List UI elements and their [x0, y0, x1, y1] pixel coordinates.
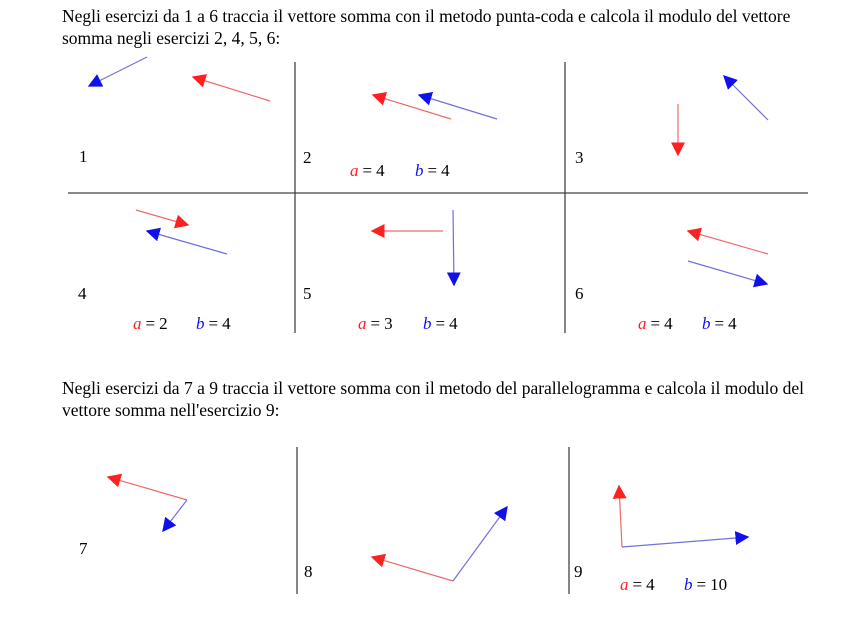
exercise-number: 1 [79, 147, 88, 166]
magnitude-a [620, 575, 655, 594]
label-a: a [358, 314, 367, 333]
equals-sign: = [435, 314, 446, 333]
label-a: a [350, 161, 359, 180]
instructions-part2: Negli esercizi da 7 a 9 traccia il vettore somma con il metodo del parallelogramma e calcola il modulo del vettore somma nell'esercizio 9: [62, 378, 805, 420]
exercise-3 [575, 76, 768, 167]
equals-sign: = [650, 314, 661, 333]
equals-sign: = [696, 575, 707, 594]
label-b: b [196, 314, 205, 333]
label-b: b [423, 314, 432, 333]
exercise-number: 8 [304, 562, 313, 581]
vector-b [688, 261, 767, 284]
exercise-1 [79, 57, 270, 166]
value-b: 4 [728, 314, 737, 333]
equals-sign: = [370, 314, 381, 333]
vector-a [193, 77, 270, 101]
magnitude-a [358, 314, 393, 333]
vector-b [89, 57, 147, 86]
exercise-number: 9 [574, 562, 583, 581]
vector-b [147, 231, 227, 254]
value-a: 2 [159, 314, 168, 333]
exercise-7 [79, 477, 187, 558]
value-b: 4 [449, 314, 458, 333]
vector-a [108, 477, 187, 500]
magnitude-b [702, 314, 737, 333]
exercise-number: 6 [575, 284, 584, 303]
equals-sign: = [362, 161, 373, 180]
vector-a [619, 486, 622, 547]
exercise-number: 5 [303, 284, 312, 303]
vector-b [724, 76, 768, 120]
exercise-4 [78, 210, 231, 333]
value-a: 4 [646, 575, 655, 594]
label-a: a [638, 314, 647, 333]
vector-b [419, 95, 497, 119]
exercise-number: 2 [303, 148, 312, 167]
vector-a [372, 557, 453, 581]
vector-a [373, 95, 451, 119]
value-a: 3 [384, 314, 393, 333]
label-a: a [133, 314, 142, 333]
equals-sign: = [145, 314, 156, 333]
exercise-number: 3 [575, 148, 584, 167]
vector-b [453, 507, 507, 581]
vector-b [163, 500, 187, 531]
magnitude-a [350, 161, 385, 180]
label-a: a [620, 575, 629, 594]
vector-a [688, 231, 768, 254]
equals-sign: = [427, 161, 438, 180]
instructions-part1: Negli esercizi da 1 a 6 traccia il vettore somma con il metodo punta-coda e calcola il modulo del vettore somma negli esercizi 2, 4, 5, 6: [62, 6, 791, 48]
vector-b [622, 537, 748, 547]
equals-sign: = [714, 314, 725, 333]
label-b: b [684, 575, 693, 594]
label-b: b [702, 314, 711, 333]
magnitude-b [684, 575, 727, 594]
magnitude-b [415, 161, 450, 180]
vector-b [453, 210, 454, 285]
magnitude-b [196, 314, 231, 333]
value-b: 10 [710, 575, 728, 594]
exercise-6 [575, 231, 768, 333]
magnitude-b [423, 314, 458, 333]
value-a: 4 [664, 314, 673, 333]
exercise-8 [304, 507, 507, 581]
value-a: 4 [376, 161, 385, 180]
magnitude-a [133, 314, 168, 333]
equals-sign: = [632, 575, 643, 594]
exercise-5 [303, 210, 458, 333]
equals-sign: = [208, 314, 219, 333]
exercise-number: 4 [78, 284, 87, 303]
exercise-9 [574, 486, 748, 594]
magnitude-a [638, 314, 673, 333]
exercise-2 [303, 95, 497, 180]
vector-a [136, 210, 188, 225]
label-b: b [415, 161, 424, 180]
value-b: 4 [222, 314, 231, 333]
value-b: 4 [441, 161, 450, 180]
exercise-number: 7 [79, 539, 88, 558]
